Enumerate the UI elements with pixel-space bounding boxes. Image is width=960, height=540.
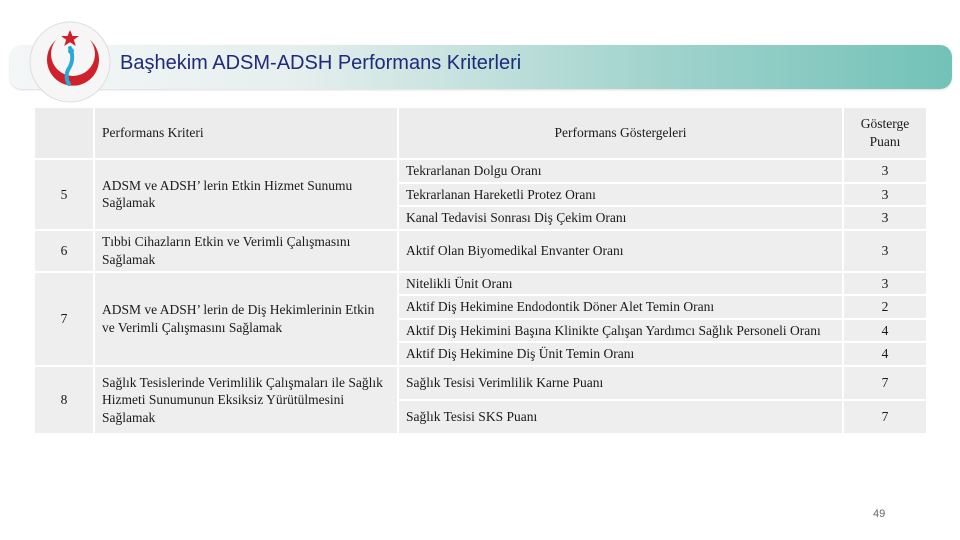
indicator-name: Tekrarlanan Dolgu Oranı [399, 160, 842, 182]
indicator-name: Aktif Olan Biyomedikal Envanter Oranı [399, 231, 842, 271]
indicator-name: Aktif Diş Hekimine Endodontik Döner Alet Temin Oranı [399, 296, 842, 318]
criterion-text: ADSM ve ADSH’ lerin Etkin Hizmet Sunumu Sağlamak [95, 160, 397, 229]
criterion-text: ADSM ve ADSH’ lerin de Diş Hekimlerinin Etkin ve Verimli Çalışmasını Sağlamak [95, 273, 397, 365]
criterion-number: 8 [35, 367, 93, 433]
table-row [35, 367, 926, 399]
performance-criteria-table [33, 106, 928, 435]
indicator-score: 3 [844, 184, 926, 206]
criterion-text: Tıbbi Cihazların Etkin ve Verimli Çalışmasını Sağlamak [95, 231, 397, 271]
indicator-score: 7 [844, 367, 926, 399]
ministry-logo-icon [26, 18, 114, 106]
page-title: Başhekim ADSM-ADSH Performans Kriterleri [120, 52, 522, 74]
table-row [35, 273, 926, 295]
indicator-name: Sağlık Tesisi Verimlilik Karne Puanı [399, 367, 842, 399]
indicator-name: Sağlık Tesisi SKS Puanı [399, 401, 842, 433]
indicator-name: Aktif Diş Hekimini Başına Klinikte Çalışan Yardımcı Sağlık Personeli Oranı [399, 320, 842, 342]
criterion-number: 7 [35, 273, 93, 365]
indicator-score: 4 [844, 320, 926, 342]
column-header-criterion: Performans Kriteri [95, 108, 397, 158]
indicator-score: 3 [844, 160, 926, 182]
indicator-score: 3 [844, 207, 926, 229]
criterion-number: 5 [35, 160, 93, 229]
indicator-score: 7 [844, 401, 926, 433]
indicator-name: Kanal Tedavisi Sonrası Diş Çekim Oranı [399, 207, 842, 229]
indicator-score: 3 [844, 273, 926, 295]
indicator-name: Tekrarlanan Hareketli Protez Oranı [399, 184, 842, 206]
indicator-score: 2 [844, 296, 926, 318]
page-number: 49 [873, 508, 886, 520]
table-row [35, 231, 926, 271]
indicator-score: 4 [844, 343, 926, 365]
criterion-number: 6 [35, 231, 93, 271]
table-row [35, 160, 926, 182]
table-header-row [35, 108, 926, 158]
criterion-text: Sağlık Tesislerinde Verimlilik Çalışmaları ile Sağlık Hizmeti Sunumunun Eksiksiz Yürütülmesini Sağlamak [95, 367, 397, 433]
indicator-score: 3 [844, 231, 926, 271]
indicator-name: Nitelikli Ünit Oranı [399, 273, 842, 295]
column-header-score: Gösterge Puanı [844, 108, 926, 158]
column-header-indicators: Performans Göstergeleri [399, 108, 842, 158]
indicator-name: Aktif Diş Hekimine Diş Ünit Temin Oranı [399, 343, 842, 365]
column-header-number [35, 108, 93, 158]
